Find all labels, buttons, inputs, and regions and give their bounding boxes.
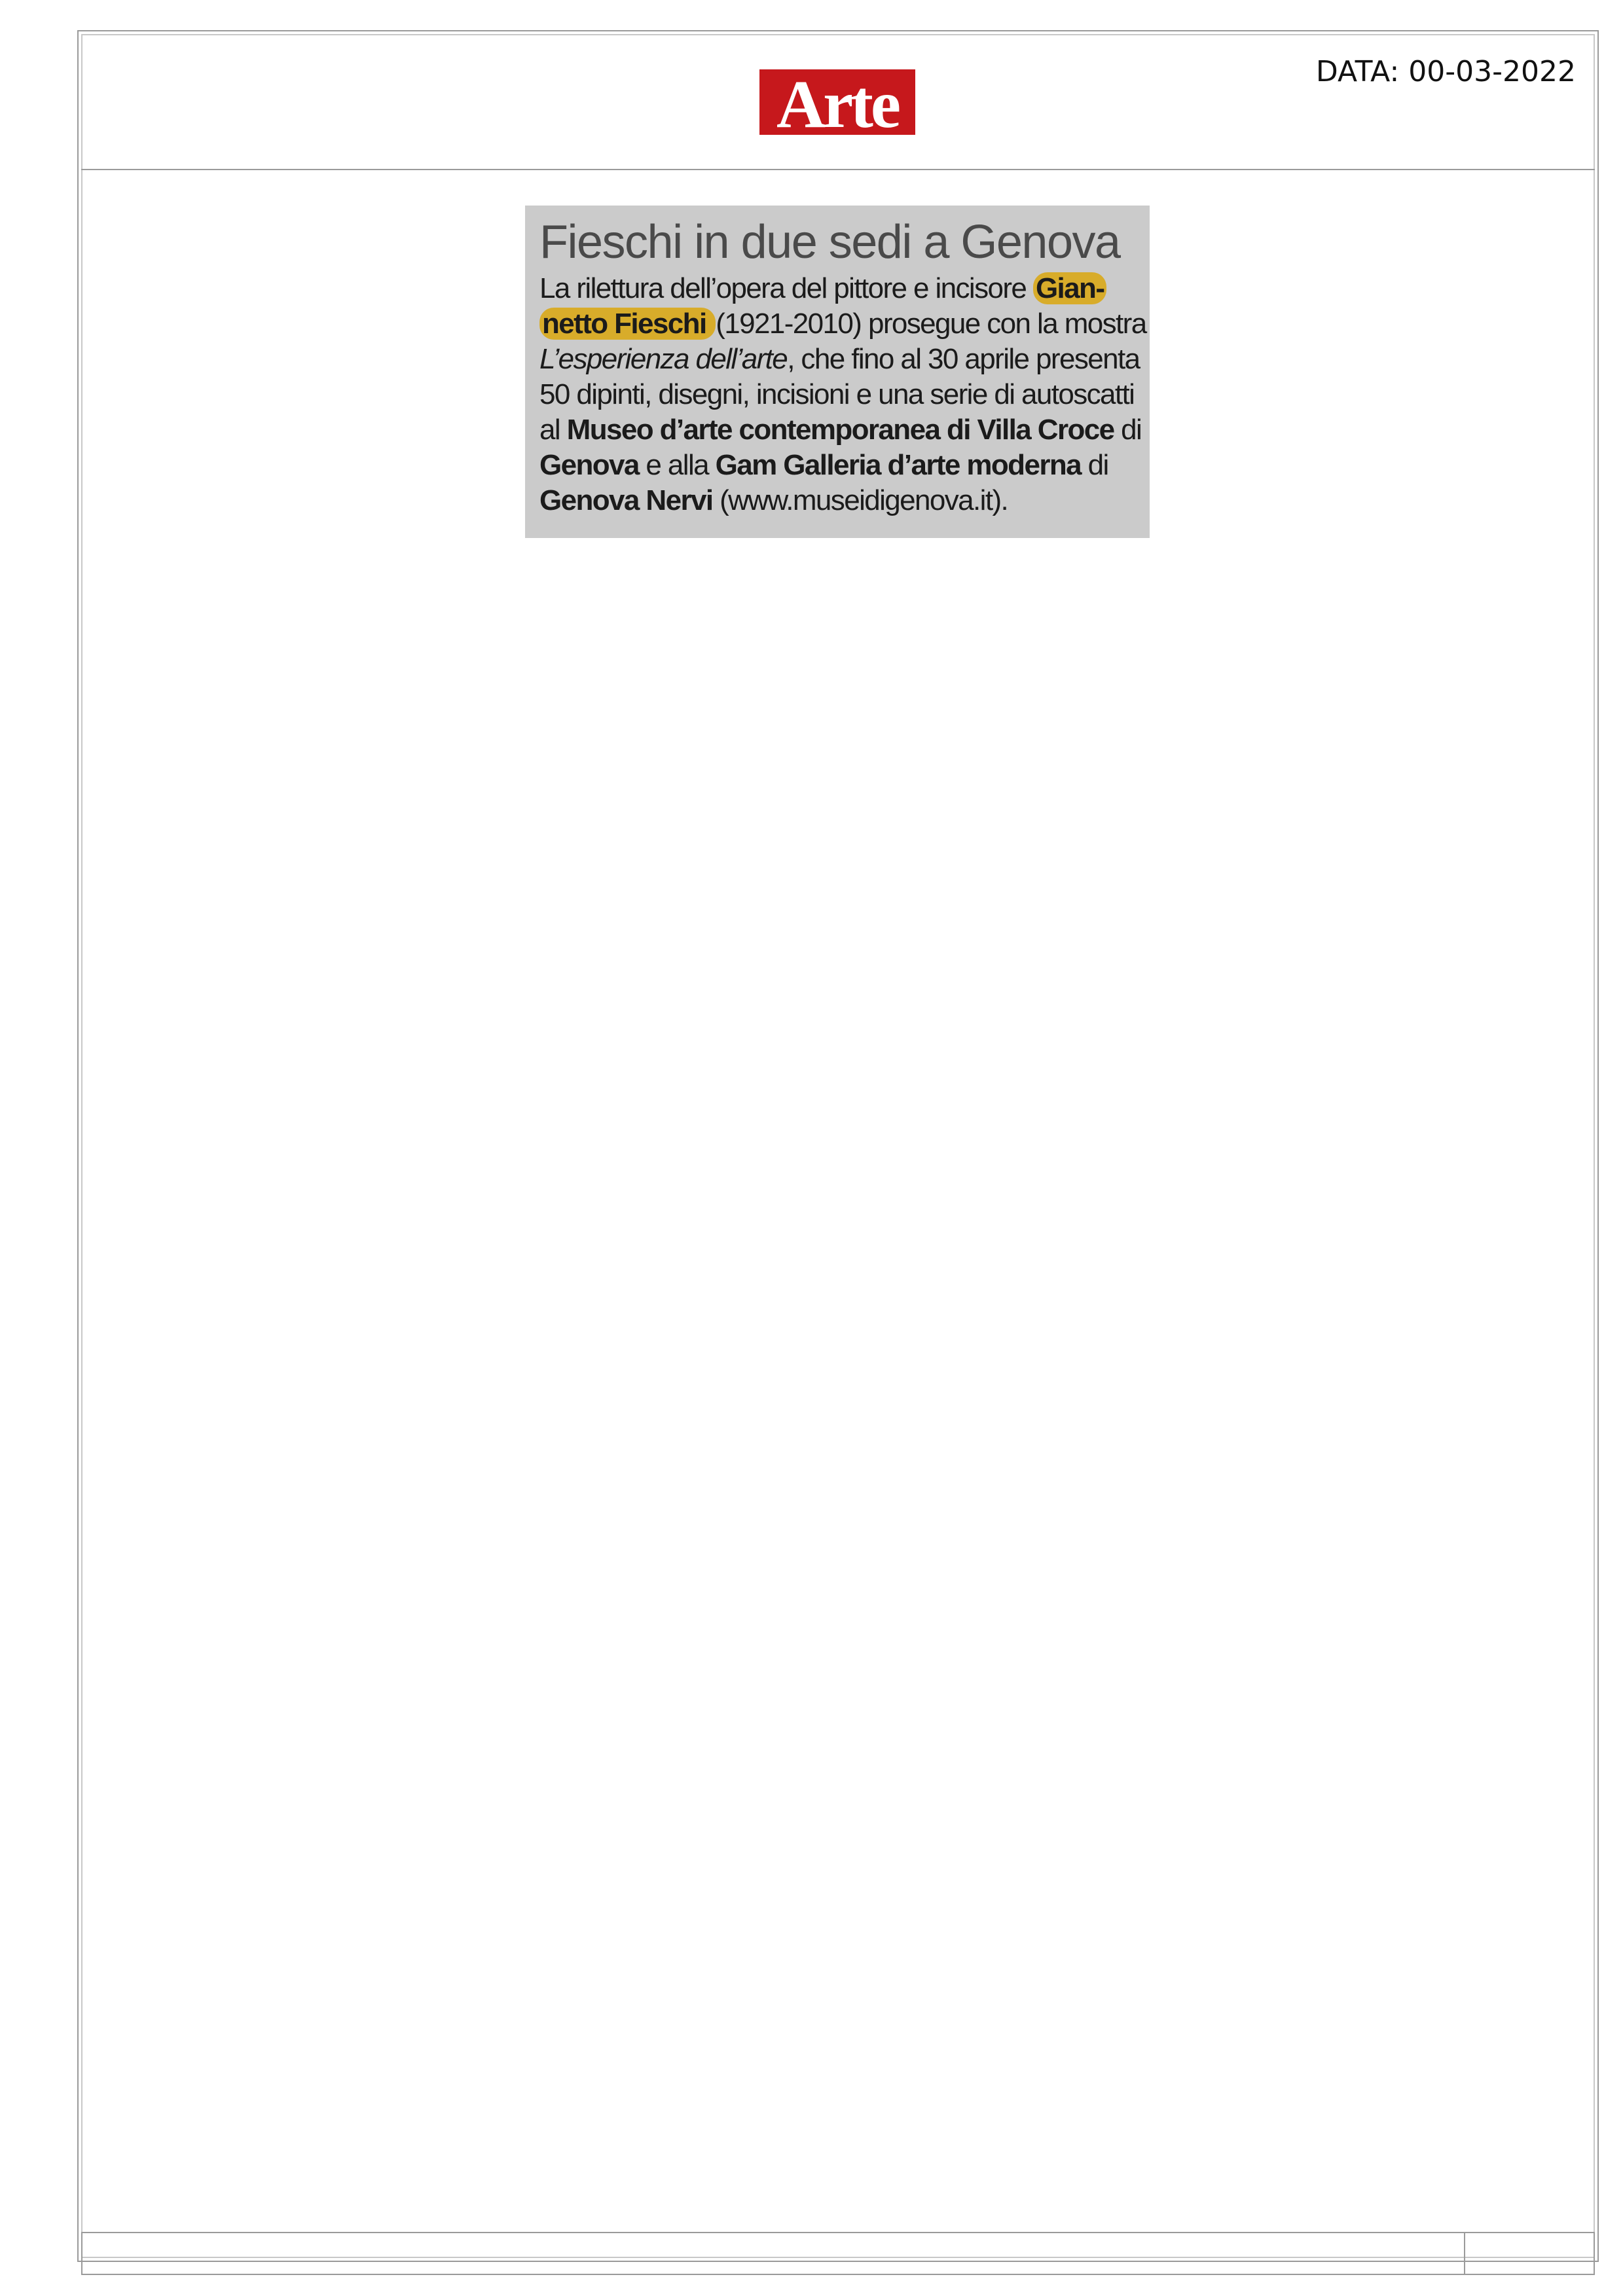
article-line: [539, 448, 1137, 483]
body-text: , che fino al 30 aprile presenta: [787, 343, 1140, 376]
highlighted-name: Gian-: [1033, 272, 1106, 304]
article-body: [539, 271, 1146, 518]
article-line: [539, 306, 1146, 342]
article-line: [539, 271, 1137, 306]
body-text: al: [539, 414, 567, 446]
bold-text: Genova: [539, 449, 639, 482]
body-text: di: [1081, 449, 1108, 482]
italic-title: L’esperienza dell’arte: [539, 343, 788, 376]
body-text: 50 dipinti, disegni, incisioni e una serie di autoscatti: [539, 378, 1135, 411]
article-line: [539, 412, 1142, 448]
article-title: Fieschi in due sedi a Genova: [539, 216, 1120, 268]
body-text: di: [1114, 414, 1142, 446]
footer-box: [81, 2232, 1595, 2275]
footer-divider: [1464, 2232, 1465, 2275]
body-text: La rilettura dell’opera del pittore e incisore: [539, 272, 1033, 305]
logo-text: Arte: [776, 69, 899, 135]
date-label: DATA: 00-03-2022: [1315, 55, 1576, 88]
body-text: (www.museidigenova.it).: [712, 484, 1008, 517]
article-line: [539, 483, 1137, 518]
bold-text: Gam Galleria d’arte moderna: [715, 449, 1082, 482]
bold-text: Museo d’arte contemporanea di Villa Croce: [566, 414, 1114, 446]
highlighted-name: netto Fieschi: [539, 308, 716, 340]
body-text: e alla: [638, 449, 716, 482]
arte-logo: [759, 69, 915, 135]
body-text: (1921-2010) prosegue con la mostra: [716, 308, 1146, 340]
article-line: [539, 342, 1140, 377]
bold-text: Genova Nervi: [539, 484, 713, 517]
article-clipping: [525, 206, 1150, 538]
article-line: [539, 377, 1137, 412]
